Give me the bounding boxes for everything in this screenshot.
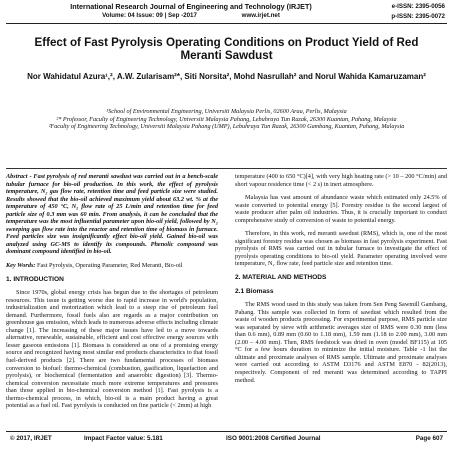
author-list: Nor Wahidatul Azura¹,², A.W. Zularisam²*, Siti Norsita², Mohd Nasrullah² and Norul Wahida Kamaruzaman² <box>27 72 426 81</box>
pissn: p-ISSN: 2395-0072 <box>391 13 445 20</box>
intro-continuation: temperature (400 to 650 °C)[4], with very high heating rate (> 10 – 200 °C/min) and short vapour residence time (< 2 s) in inert atmosphere. <box>235 173 447 188</box>
issue-text: Volume: 04 Issue: 09 | Sep -2017 <box>102 12 197 19</box>
section-heading-materials: 2. MATERIAL AND METHODS <box>235 274 327 282</box>
affiliation-1: ¹School of Environmental Engineering, Universiti Malaysia Perlis, 02600 Arau, Perlis, Malaysia <box>106 108 347 115</box>
impact-factor: Impact Factor value: 5.181 <box>84 435 163 442</box>
abstract: Abstract - Fast pyrolysis of red meranti sawdust was carried out in a bench-scale tubular furnace for bio-oil production. In this work, the effect of pyrolysis temperature, N₂ gas flow rate, retention time and feed particle size were studied. Results showed that the bio-oil achieved maximum yield about 63.2 wt. % at the temperature of 450 °C, N₂ flow rate of 25 L/min and retention time for feed particle size of 0.3 mm was 60 min. From analysis, it can be concluded that the temperature was the most influential parameter upon bio-oil yield, followed by N₂ sweeping gas flow rate into the reactor and retention time of biomass in furnace. Feed particles size was insignificantly effect bio-oil yield. Gained bio-oil was analyzed using GC-MS to identify its compounds. Phenolic compound was dominant compound identified in bio-oil. <box>6 173 218 256</box>
section-heading-introduction: 1. INTRODUCTION <box>6 275 64 283</box>
subsection-heading-biomass: 2.1 Biomass <box>235 287 274 295</box>
paper-title: Effect of Fast Pyrolysis Operating Conditions on Product Yield of Red Meranti Sawdust <box>34 36 419 62</box>
keywords <box>6 262 218 270</box>
affiliation-2: ²* Professor, Faculty of Engineering Technology, Universiti Malaysia Pahang, Lebuhraya Tun Razak, 26300 Kuantan, Pahang, Malaysia <box>56 115 397 123</box>
affiliation-3: ²Faculty of Engineering Technology, Universiti Malaysia Pahang (UMP), Lebuhraya Tun Razak, 26300 Gambang, Kuantan, Pahang, Malaysia <box>48 123 405 131</box>
iso-certification: ISO 9001:2008 Certified Journal <box>226 435 321 442</box>
journal-issue <box>26 12 356 19</box>
page-number: Page 607 <box>415 435 443 442</box>
left-column <box>6 173 218 416</box>
right-column <box>235 173 447 390</box>
journal-header <box>4 2 449 22</box>
red-meranti-paragraph: Therefore, in this work, red meranti sawdust (RMS), which is, one of the most significant forestry residue was chosen as biomass in fast pyrolysis experiment. Fast pyrolysis of RMS was carried out in tubular furnace to investigate the effect of pyrolysis operating conditions to bio-oil yield. Parameter operating involved were temperature, N₂ flow rate, feed particle size and retention time. <box>235 230 447 268</box>
website-link[interactable]: www.irjet.net <box>241 12 280 19</box>
journal-name: International Research Journal of Engineering and Technology (IRJET) <box>70 2 312 11</box>
eissn: e-ISSN: 2395-0056 <box>391 3 445 10</box>
header-divider <box>6 23 447 24</box>
footer-divider <box>6 431 447 432</box>
issn-block <box>391 2 445 22</box>
biomass-paragraph: The RMS wood used in this study was taken from Sen Peng Sawmill Gambang, Pahang. This sample was collected in form of sawdust which resulted from the waste of wooden products processing. For experimental purpose, RMS particle size was separated by sieve with arithmetic averages size of RMS were 0.30 mm (less than 0.6 mm), 0.89 mm (0.60 to 1.18 mm), 1.59 mm (1.18 to 2.00 mm), 3.00 mm (2.00 – 4.00 mm). Then, RMS feedstock was dried in oven (model BF115) at 105 °C for a few hours duration to minimize the initial moisture. Table -1 list the ultimate and proximate analyses of RMS sample. Ultimate and proximate analyses were carried out according to ASTM D3176 and ASTM E870 - 82(2013), respectively. Component of red meranti was determined according to TAPPI method. <box>235 301 447 384</box>
introduction-paragraph: Since 1970s, global energy crisis has begun due to the shortages of petroleum resources. This issue is getting worse due to rapid increase in world's population, industrialization and motorization which lead to a steep rise of petroleum fuel demand. Furthermore, fossil fuels also are regards as a major contribution on greenhouse gas emission, which leads to numerous adverse effects including climate change [1]. The increasing of these major issues have led to a move towards alternative, renewable, sustainable, efficient and cost effective energy sources with lesser gaseous emissions [1]. Biomass is considered as one of a promising energy source and recognized having most similar end products characteristics to that fossil fuel-derived products [2]. There are two fundamental processes of biomass conversion to biofuel: thermo-chemical (combustion, gasification, liquefaction and pyrolysis), or biochemical (fermentation and anaerobic digestion) [3]. Thermo-chemical conversion necessitate much more extreme temperatures and pressures than those applied in bio-chemical conversion method [1]. Fast pyrolysis is a thermo-chemical process, in which, bio-oil is a main product having a great potential as a fuel oil. Fast pyrolysis is conducted on fine particle (< 2mm) at high <box>6 289 218 410</box>
affiliations <box>14 108 439 131</box>
affiliation-divider <box>6 168 447 169</box>
page-footer <box>6 435 447 445</box>
keywords-text: Fast Pyrolysis, Operating Parameter, Red Meranti, Bio-oil <box>37 262 183 270</box>
copyright: © 2017, IRJET <box>10 435 52 442</box>
malaysia-waste-paragraph: Malaysia has vast amount of abundance waste which estimated only 24.5% of waste converted to potential energy [5]. Forestry residue is the second largest of waste producer after palm oil industries. Thus, it is crucially important to conduct comprehensive study of conversion of waste to potential energy. <box>235 194 447 224</box>
keywords-label: Key Words: <box>6 262 36 270</box>
